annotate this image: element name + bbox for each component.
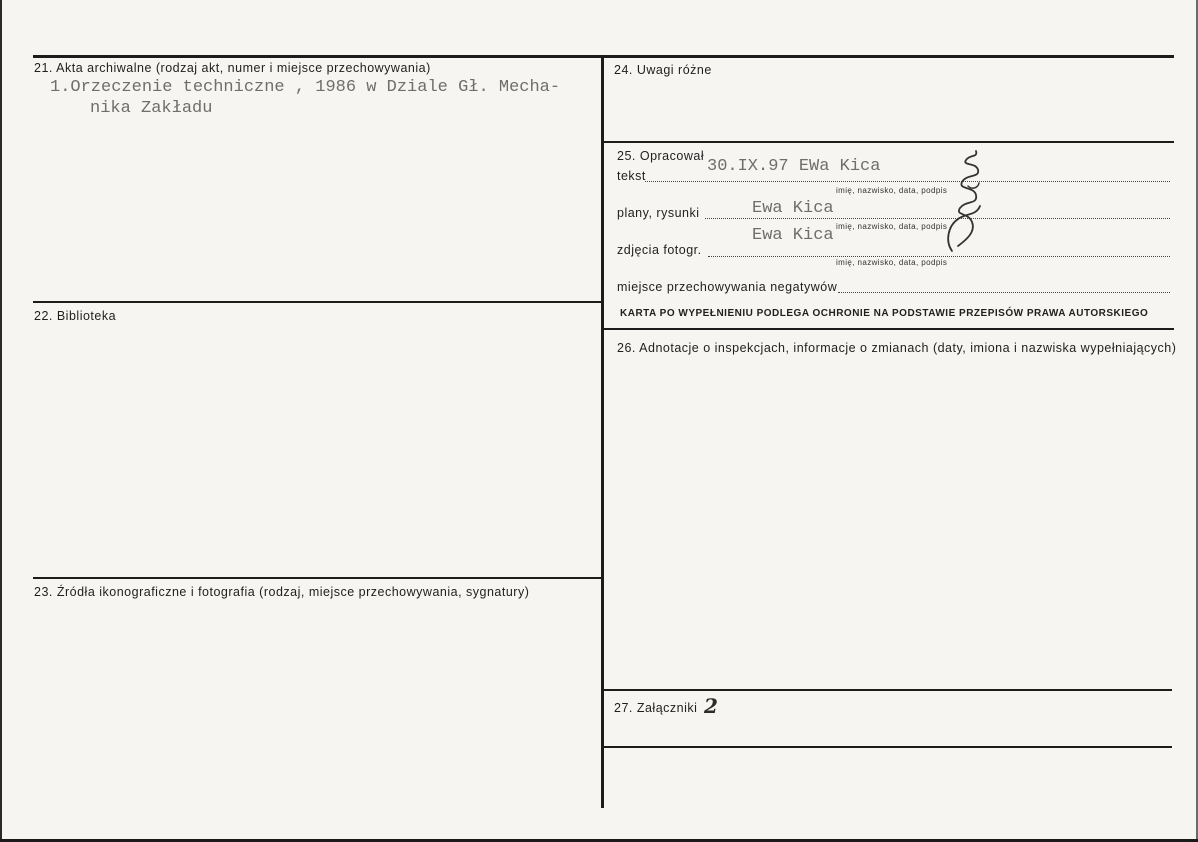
section-24-label: 24. Uwagi różne: [614, 63, 712, 77]
section-27-label: 27. Załączniki: [614, 701, 698, 715]
copyright-notice: KARTA PO WYPEŁNIENIU PODLEGA OCHRONIE NA PODSTAWIE PRZEPISÓW PRAWA AUTORSKIEGO: [620, 308, 1149, 319]
section-26-label: 26. Adnotacje o inspekcjach, informacje o zmianach (daty, imiona i nazwiska wypełniających): [617, 341, 1177, 355]
section-21-entry-line-2: nika Zakładu: [90, 99, 213, 118]
section-27-handwritten-value: 2: [704, 694, 718, 718]
text-row-caption: imię, nazwisko, data, podpis: [836, 186, 948, 195]
rule-22-23: [33, 577, 602, 579]
text-row-value: 30.IX.97 EWa Kica: [707, 157, 881, 176]
plans-row-caption: imię, nazwisko, data, podpis: [836, 222, 948, 231]
section-25-label: 25. Opracował: [617, 149, 705, 163]
scan-edge-left: [0, 0, 2, 842]
plans-row-value: Ewa Kica: [752, 199, 834, 218]
section-22-label: 22. Biblioteka: [34, 309, 117, 323]
plans-row-label: plany, rysunki: [617, 206, 700, 220]
negatives-row-label: miejsce przechowywania negatywów: [617, 280, 838, 294]
text-row-label: tekst: [617, 169, 646, 183]
photos-row-value: Ewa Kica: [752, 226, 834, 245]
photos-row-label: zdjęcia fotogr.: [617, 243, 702, 257]
rule-26-27: [603, 689, 1172, 691]
section-21-entry-line-1: 1.Orzeczenie techniczne , 1986 w Dziale Gł. Mecha-: [50, 78, 561, 97]
rule-24-25: [603, 141, 1174, 143]
center-vertical-rule: [601, 56, 604, 808]
section-21-label: 21. Akta archiwalne (rodzaj akt, numer i miejsce przechowywania): [34, 61, 431, 75]
photos-row-dotted-line: [708, 256, 1170, 257]
text-row-dotted-line: [645, 181, 1170, 182]
rule-25-26: [603, 328, 1174, 330]
rule-27-bottom: [603, 746, 1172, 748]
negatives-row-dotted-line: [838, 292, 1170, 293]
rule-21-22: [33, 301, 602, 303]
photos-row-caption: imię, nazwisko, data, podpis: [836, 258, 948, 267]
section-23-label: 23. Źródła ikonograficzne i fotografia (rodzaj, miejsce przechowywania, sygnatury): [34, 585, 530, 599]
